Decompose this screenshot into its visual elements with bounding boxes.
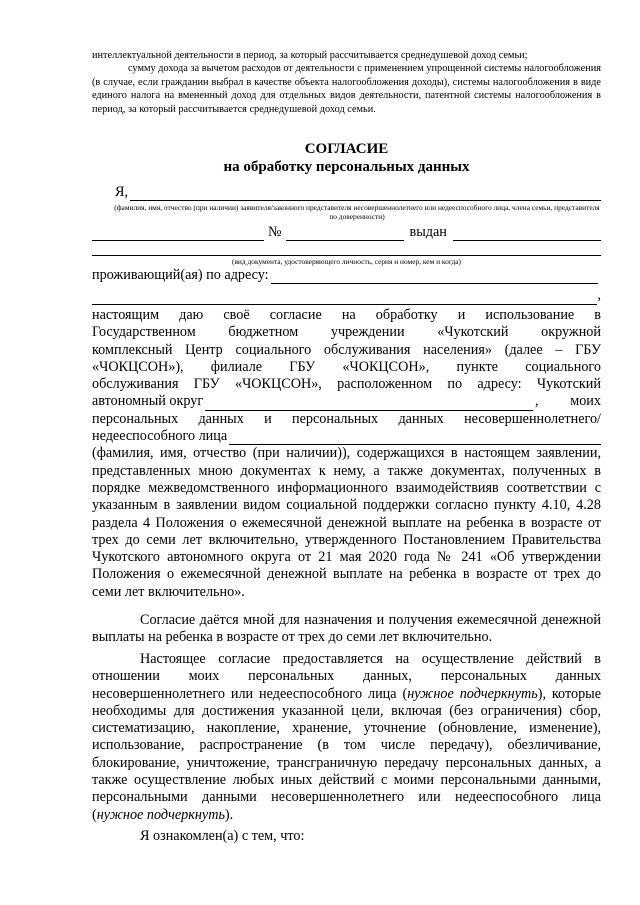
consent-title [92,140,601,176]
intro-paragraph-2: сумму дохода за вычетом расходов от деятельности с применением упрощенной системы налогообложения (в случае, если гражданин выбрал в качестве объекта налогообложения доходы), системы налогообложения в виде единого налога на вмененный доход для отдельных видов деятельности, патентной системы налогообложения в период, за который рассчитывается среднедушевой доход семьи. [92,63,601,115]
document-row [92,224,601,241]
acknowledge-text: Я ознакомлен(а) с тем, что: [140,828,305,844]
purpose-text: Согласие даётся мной для назначения и получения ежемесячной денежной выплаты на ребенка в возрасте от трех до семи лет включительно. [92,612,601,646]
document-extra-line[interactable] [92,255,601,256]
address-field-line-2[interactable] [92,290,597,305]
person-name-field-line[interactable] [229,430,601,445]
title-line-1: СОГЛАСИЕ [304,141,389,157]
name-field-line[interactable] [130,186,601,201]
actions-note-2: нужное подчеркнуть [96,806,225,823]
actions-mid: ), которые необходимы для достижения указанной цели, включая (без ограничения) сбор, систематизацию, накопление, хранение, уточнение (обновление, изменение), использование, распространение (в том числе передачу), обезличивание, блокирование, уничтожение, трансграничную передачу персональных данных, а также осуществление любых иных действий с моими персональными данными, персональными данными несовершеннолетнего или недееспособного лица ( [92,685,601,823]
mine-label: , моих [535,393,601,410]
consent-line-5: обслуживания ГБУ «ЧОКЦСОН», расположенном по адресу: Чукотский [92,376,601,393]
region-field-line[interactable] [205,396,533,411]
actions-end: ). [224,806,234,823]
name-row [115,184,601,201]
address-field-line[interactable] [271,269,598,284]
address-comma: , [597,287,601,304]
number-sign: № [268,224,282,240]
doc-type-field-line[interactable] [92,226,264,241]
consent-line-1: настоящим даю своё согласие на обработку и использование в [92,307,601,323]
document-hint: (вид документа, удостоверяющего личность, серия и номер, кем и когда) [231,257,461,266]
consent-rest: (фамилия, имя, отчество (при наличии)), содержащихся в настоящем заявлении, представленных мною документах к нему, а также документах, полученных в порядке межведомственного информационного взаимодействияв соответствии с указанным в заявлении видом социальной поддержки согласно пункту 4.10, 4.28 раздела 4 Положения о ежемесячной денежной выплате на ребенка в возрасте от трех до семи лет включительно, утвержденного Постановлением Правительства Чукотского автономного округа от 21 мая 2020 года № 241 «Об утверждении Положения о ежемесячной денежной выплате на ребенка в возрасте от трех до семи лет включительно». [92,445,601,600]
ya-label: Я, [115,184,129,200]
consent-line-3: комплексный Центр социального обслуживания населения» (далее – ГБУ [92,341,601,358]
address-row [92,267,601,305]
issued-label: выдан [409,224,447,240]
title-line-2: на обработку персональных данных [223,159,470,175]
region-label: автономный округ [92,393,204,410]
consent-paragraph [92,307,601,601]
intro-line-1: интеллектуальной деятельности в период, за который рассчитывается среднедушевой доход семьи; [92,50,528,61]
consent-line-2: Государственном бюджетном учреждении «Чукотский окружной [92,324,601,341]
intro-block [92,49,601,116]
acknowledge-paragraph [92,828,601,845]
actions-start: Настоящее согласие предоставляется на осуществление действий в отношении моих персональных данных, персональных данных несовершеннолетнего или недееспособного лица ( [92,651,601,702]
incapable-label: недееспособного лица [92,428,228,445]
name-hint: (фамилия, имя, отчество (при наличии) заявителя/законного представителя несовершеннолетнего или недееспособного лица, члена семьи, представителя по доверенности) [114,203,600,221]
address-label: проживающий(ая) по адресу: [92,267,269,283]
actions-note: нужное подчеркнуть [407,685,538,702]
issued-by-field-line[interactable] [453,226,601,241]
doc-number-field-line[interactable] [286,226,404,241]
consent-line-6 [92,393,601,410]
purpose-paragraph [92,612,601,647]
consent-line-7: персональных данных и персональных данных несовершеннолетнего/ [92,410,601,427]
actions-text [92,651,601,824]
consent-line-4: «ЧОКЦСОН»), филиале ГБУ «ЧОКЦСОН», пункте социального [92,358,601,375]
actions-paragraph [92,651,601,824]
consent-line-8 [92,428,601,445]
